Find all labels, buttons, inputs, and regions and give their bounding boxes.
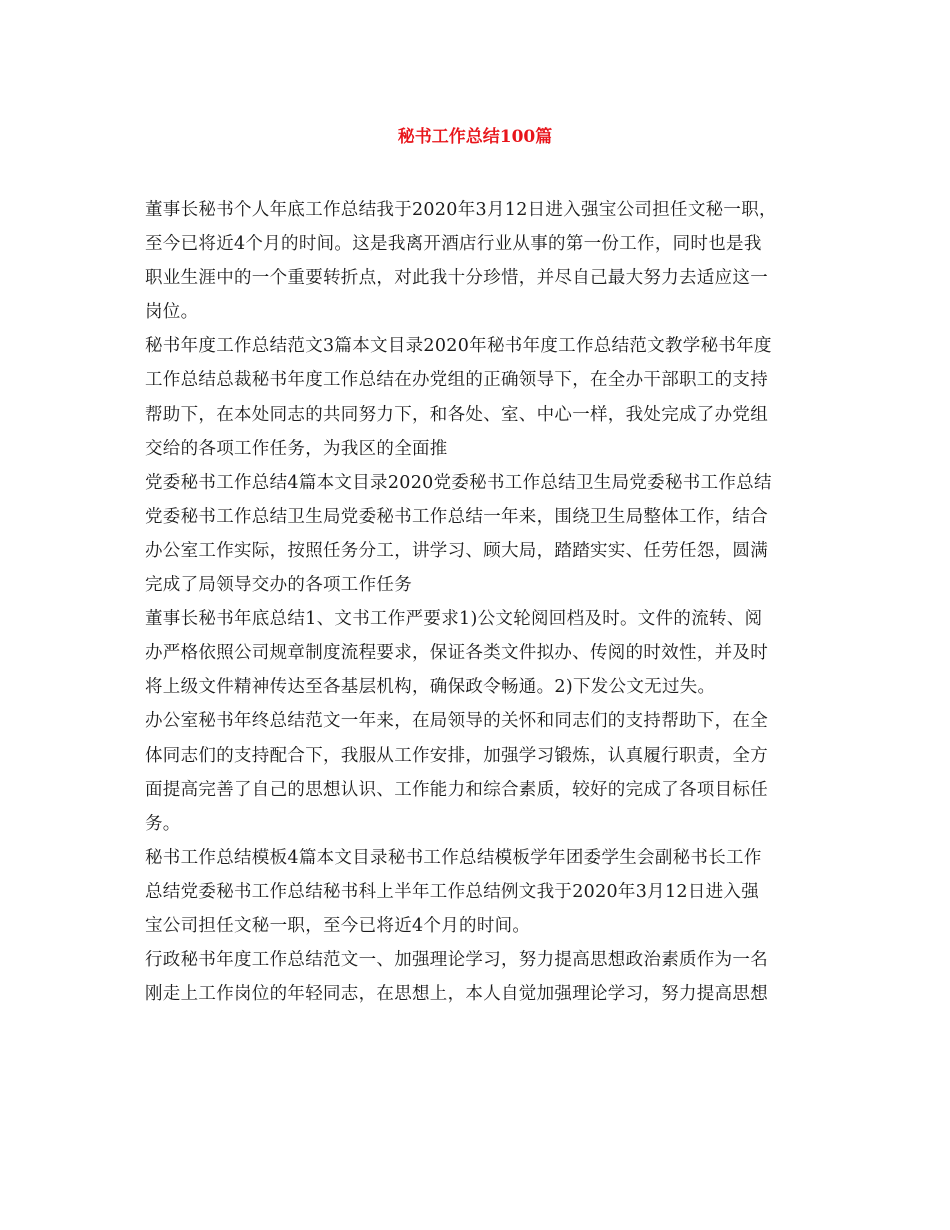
body-line: 秘书年度工作总结范文3篇本文目录2020年秘书年度工作总结范文教学秘书年度 <box>145 336 772 357</box>
body-line: 工作总结总裁秘书年度工作总结在办党组的正确领导下，在全办干部职工的支持 <box>145 370 768 391</box>
body-line: 办公室工作实际，按照任务分工，讲学习、顾大局，踏踏实实、任劳任怨，圆满 <box>145 540 768 561</box>
body-line: 行政秘书年度工作总结范文一、加强理论学习，努力提高思想政治素质作为一名 <box>145 950 768 971</box>
body-line: 完成了局领导交办的各项工作任务 <box>145 575 412 596</box>
body-line: 刚走上工作岗位的年轻同志，在思想上，本人自觉加强理论学习，努力提高思想 <box>145 984 768 1005</box>
body-line: 总结党委秘书工作总结秘书科上半年工作总结例文我于2020年3月12日进入强 <box>145 881 760 902</box>
body-line: 将上级文件精神传达至各基层机构，确保政令畅通。2)下发公文无过失。 <box>145 677 716 698</box>
body-line: 党委秘书工作总结卫生局党委秘书工作总结一年来，围绕卫生局整体工作，结合 <box>145 506 768 527</box>
body-line: 岗位。 <box>145 302 199 323</box>
body-line: 董事长秘书个人年底工作总结我于2020年3月12日进入强宝公司担任文秘一职， <box>145 200 777 220</box>
body-line: 宝公司担任文秘一职，至今已将近4个月的时间。 <box>145 915 531 936</box>
body-line: 董事长秘书年底总结1、文书工作严要求1)公文轮阅回档及时。文件的流转、阅 <box>145 609 763 630</box>
body-line: 面提高完善了自己的思想认识、工作能力和综合素质，较好的完成了各项目标任 <box>145 779 768 800</box>
body-line: 交给的各项工作任务，为我区的全面推 <box>145 438 448 459</box>
body-line: 帮助下，在本处同志的共同努力下，和各处、室、中心一样，我处完成了办党组 <box>145 404 768 425</box>
body-line: 办公室秘书年终总结范文一年来，在局领导的关怀和同志们的支持帮助下，在全 <box>145 711 768 732</box>
body-line: 办严格依照公司规章制度流程要求，保证各类文件拟办、传阅的时效性，并及时 <box>145 643 768 664</box>
body-line: 体同志们的支持配合下，我服从工作安排，加强学习锻炼，认真履行职责，全方 <box>145 745 768 766</box>
body-line: 秘书工作总结模板4篇本文目录秘书工作总结模板学年团委学生会副秘书长工作 <box>145 847 762 868</box>
body-line: 务。 <box>145 813 181 834</box>
body-line: 至今已将近4个月的时间。这是我离开酒店行业从事的第一份工作，同时也是我 <box>145 234 762 255</box>
document-title: 秘书工作总结100篇 <box>397 127 553 147</box>
body-line: 职业生涯中的一个重要转折点，对此我十分珍惜，并尽自己最大努力去适应这一 <box>145 268 768 289</box>
document-body <box>145 193 810 1011</box>
body-line: 党委秘书工作总结4篇本文目录2020党委秘书工作总结卫生局党委秘书工作总结 <box>145 472 772 493</box>
